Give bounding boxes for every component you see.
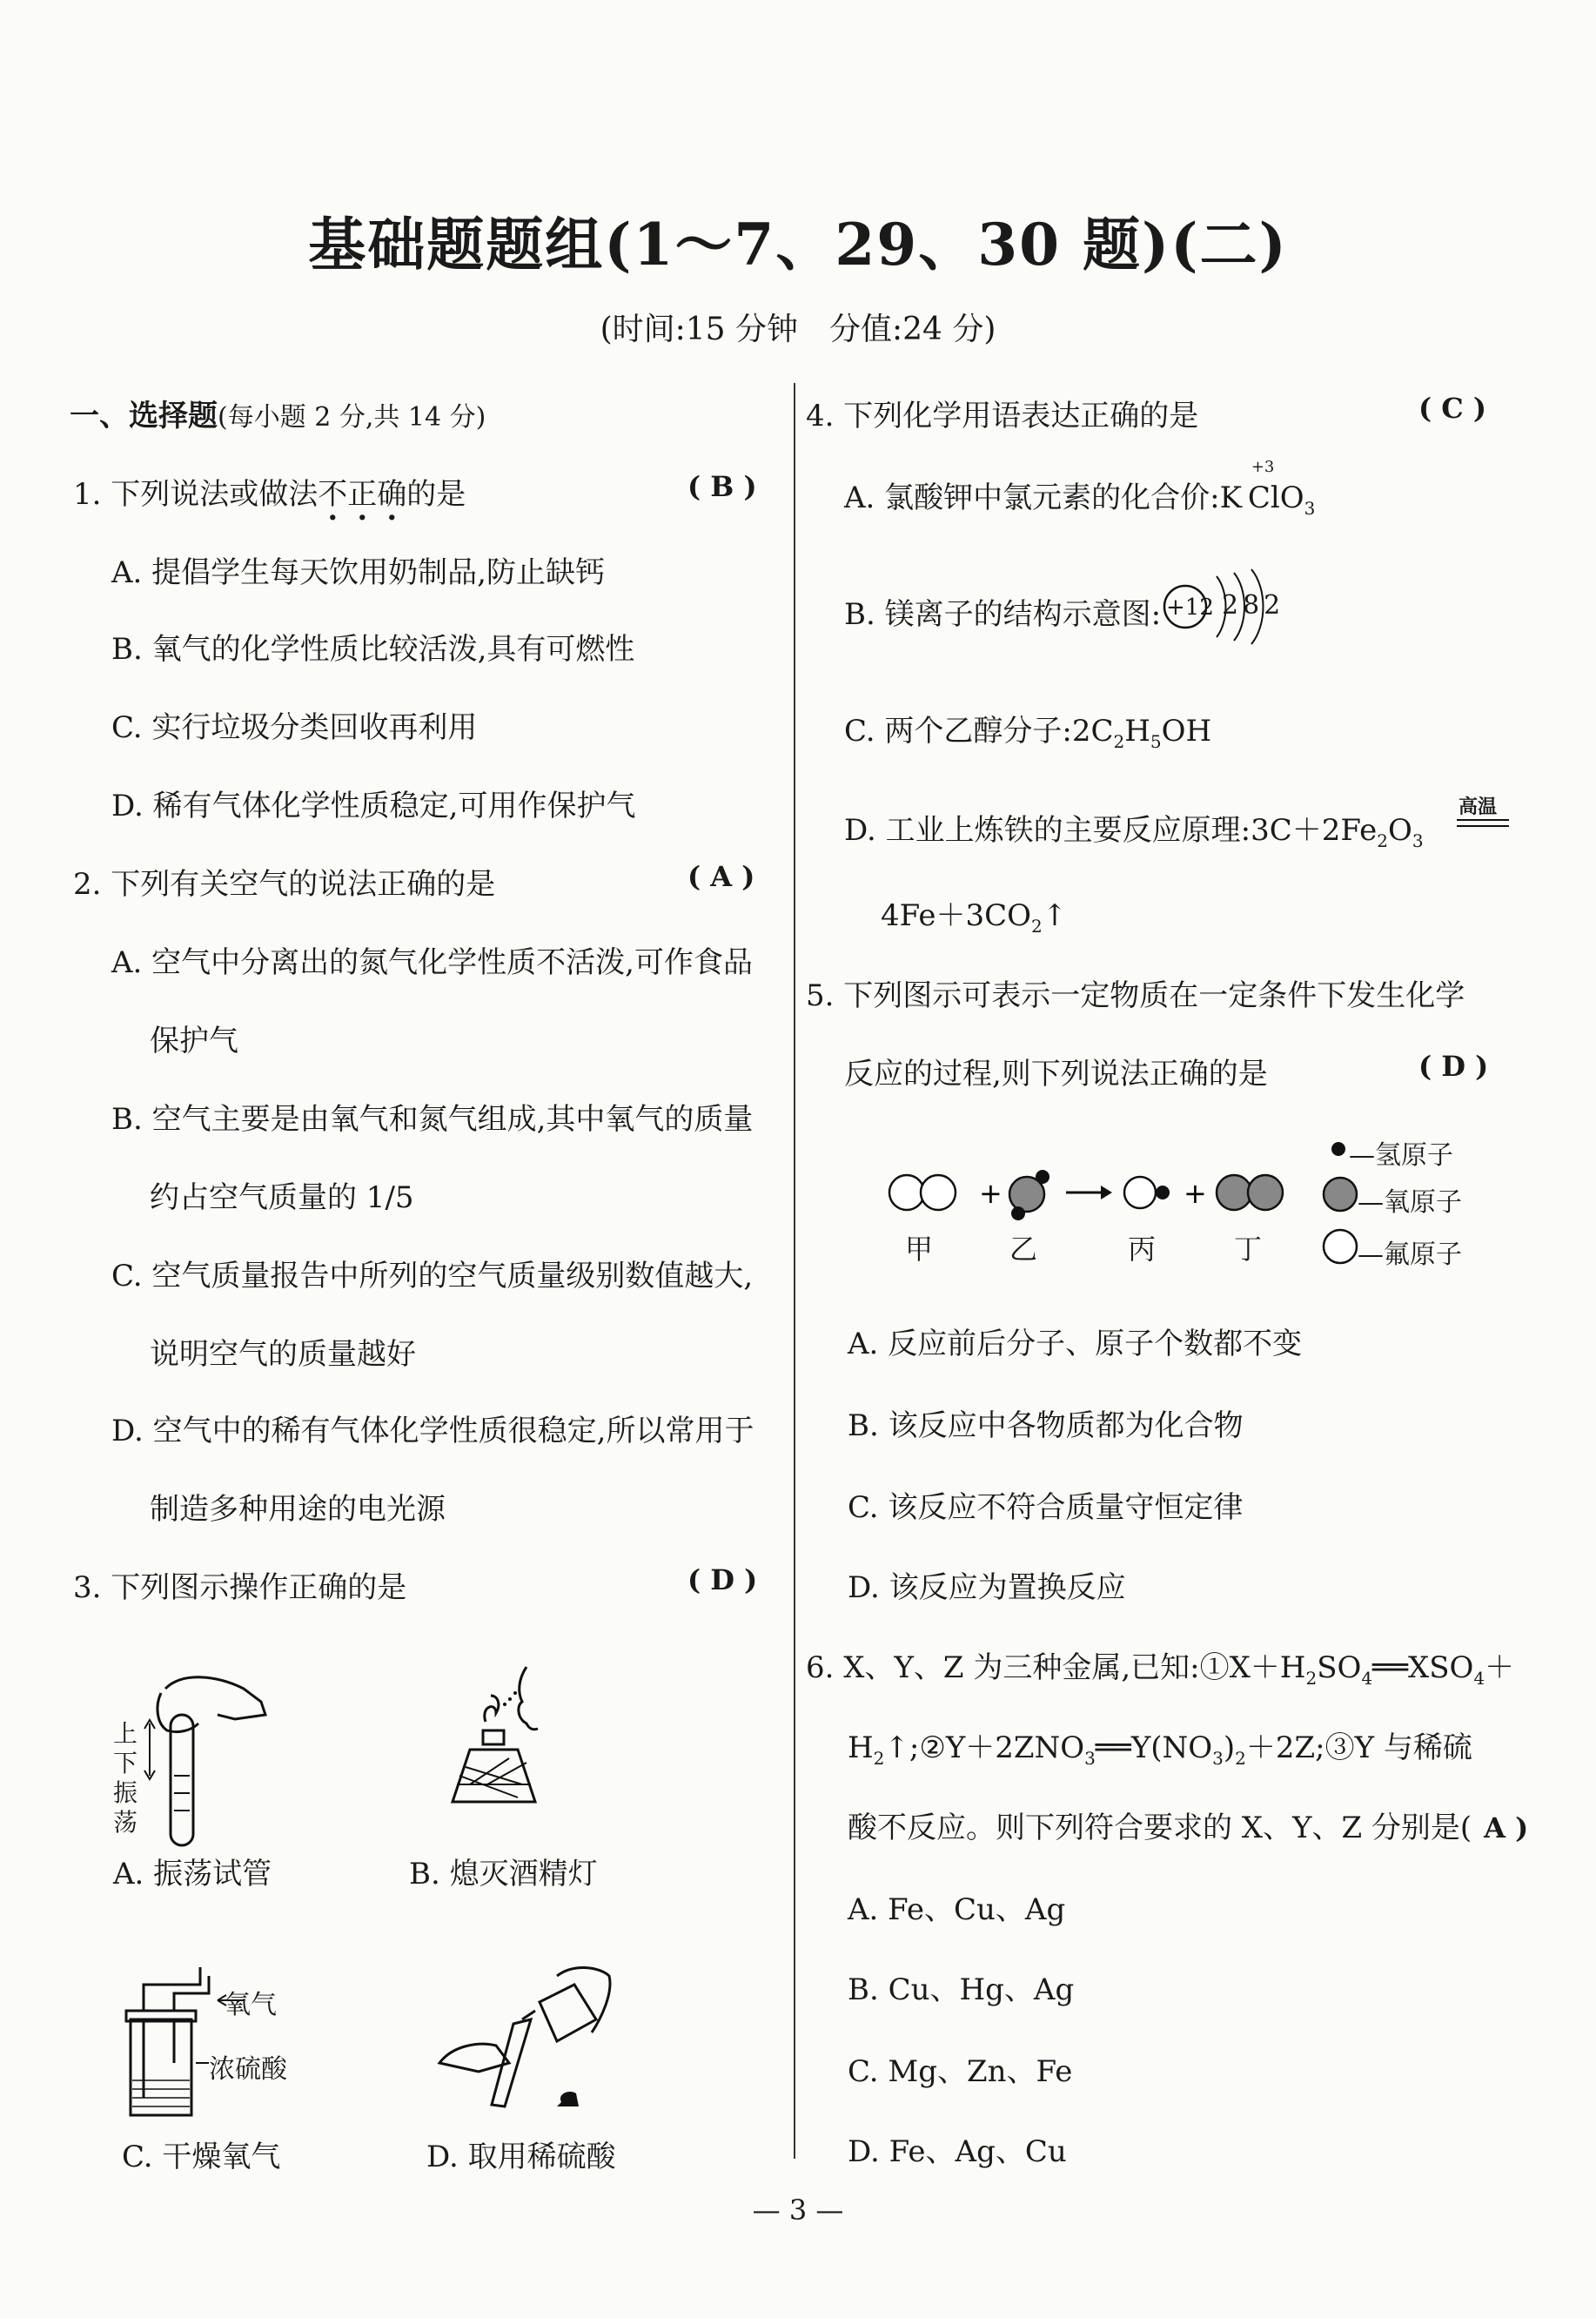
product-label-bing: 丙 [1128,1233,1157,1266]
q6-stem-line2: $H_2↑;②Y+2ZNO_3══Y(NO_3)_2+2Z;③Y$ 与稀硫 [848,1730,1472,1769]
q6-option-b: B. Cu、Hg、Ag [848,1972,1075,2007]
pour-reagent-illustration [426,1959,635,2124]
reactant-label-jia: 甲 [905,1233,934,1266]
q2-answer: ( A ) [687,860,755,893]
q1-answer: ( B ) [687,470,757,503]
q6-stem-line3: 酸不反应。则下列符合要求的 X、Y、Z 分别是( A ) [848,1811,1529,1845]
electron-shells: 282 [1222,590,1285,621]
q6-option-c: C. Mg、Zn、Fe [848,2054,1073,2089]
nucleus-charge: +12 [1166,595,1214,621]
q2-option-d-line1: D. 空气中的稀有气体化学性质很稳定,所以常用于 [111,1414,754,1448]
q3-caption-a: A. 振荡试管 [113,1857,272,1891]
q2-option-d-line2: 制造多种用途的电光源 [150,1492,446,1527]
equals-double-line [1457,818,1509,829]
q2-option-c-line2: 说明空气的质量越好 [150,1337,416,1372]
column-divider [794,383,795,2159]
q2-option-c-line1: C. 空气质量报告中所列的空气质量级别数值越大, [111,1259,754,1293]
q5-stem-line1: 5. 下列图示可表示一定物质在一定条件下发生化学 [806,978,1465,1013]
q3-caption-d: D. 取用稀硫酸 [426,2140,616,2174]
page-subtitle: (时间:15 分钟 分值:24 分) [600,312,996,347]
q6-option-a: A. Fe、Cu、Ag [848,1892,1066,1927]
q3-caption-b: B. 熄灭酒精灯 [409,1857,598,1891]
valence-mark: +3 [1251,458,1275,476]
reactant-label-yi: 乙 [1009,1233,1038,1266]
q5-option-c: C. 该反应不符合质量守恒定律 [848,1490,1244,1525]
product-label-ding: 丁 [1234,1233,1263,1266]
q4-option-d-line2: $4Fe+3CO_2↑$ [881,898,1068,937]
svg-text:+: + [979,1177,1003,1210]
q4-option-a: A. 氯酸钾中氯元素的化合价:K +3 ClO$_3$ [844,458,1316,519]
q6-option-d: D. Fe、Ag、Cu [848,2134,1067,2169]
q5-stem-line2: 反应的过程,则下列说法正确的是 [844,1057,1268,1092]
q2-option-a-line2: 保护气 [150,1024,238,1058]
q2-stem: 2. 下列有关空气的说法正确的是 [73,867,496,902]
sulfuric-acid-label: 浓硫酸 [209,2054,287,2085]
q4-option-c: C. 两个乙醇分子$:2C_2H_5OH$ [844,714,1212,752]
high-temp-condition: 高温 [1459,796,1498,818]
svg-text:+: + [1184,1177,1207,1210]
q4-option-d-line1: D. 工业上炼铁的主要反应原理$:3C+2Fe_2O_3$ [844,813,1424,851]
q6-answer: A ) [1484,1811,1529,1844]
section-heading: 一、选择题(每小题 2 分,共 14 分) [70,399,486,433]
alcohol-lamp-illustration [435,1654,609,1828]
q2-option-b-line2: 约占空气质量的 1/5 [150,1180,414,1215]
q1-stem: 1. 下列说法或做法不正确的是 [73,477,466,512]
q6-stem-line1: 6. X、Y、Z 为三种金属,已知$:①X+H_2SO_4══XSO_4+$ [806,1650,1515,1689]
q3-caption-c: C. 干燥氧气 [122,2140,281,2174]
legend-hydrogen: —氢原子 [1349,1140,1453,1171]
page-number: — 3 — [752,2194,844,2227]
q2-option-a-line1: A. 空气中分离出的氮气化学性质不活泼,可作食品 [111,945,753,980]
q5-option-d: D. 该反应为置换反应 [848,1570,1126,1605]
q4-stem: 4. 下列化学用语表达正确的是 [806,399,1199,433]
shake-label: 上下振荡 [113,1719,138,1837]
q5-answer: ( D ) [1418,1050,1489,1083]
emphasis-dots: 不正确 [318,477,407,512]
q5-option-a: A. 反应前后分子、原子个数都不变 [848,1327,1303,1361]
legend-oxygen: —氧原子 [1358,1187,1462,1218]
q2-option-b-line1: B. 空气主要是由氧气和氮气组成,其中氧气的质量 [111,1102,754,1137]
q1-option-a: A. 提倡学生每天饮用奶制品,防止缺钙 [111,555,605,590]
legend-fluorine: —氟原子 [1358,1240,1462,1270]
q1-option-b: B. 氧气的化学性质比较活泼,具有可燃性 [111,632,635,667]
q4-option-b: B. 镁离子的结构示意图: [844,597,1162,632]
oxygen-label: 氧气 [225,1990,277,2020]
page-title: 基础题题组(1～7、29、30 题)(二) [308,211,1288,279]
q1-option-d: D. 稀有气体化学性质稳定,可用作保护气 [111,789,636,823]
q1-option-c: C. 实行垃圾分类回收再利用 [111,710,478,745]
q5-option-b: B. 该反应中各物质都为化合物 [848,1408,1244,1443]
q3-stem: 3. 下列图示操作正确的是 [73,1570,407,1605]
q3-answer: ( D ) [687,1563,758,1596]
q4-answer: ( C ) [1418,392,1487,425]
